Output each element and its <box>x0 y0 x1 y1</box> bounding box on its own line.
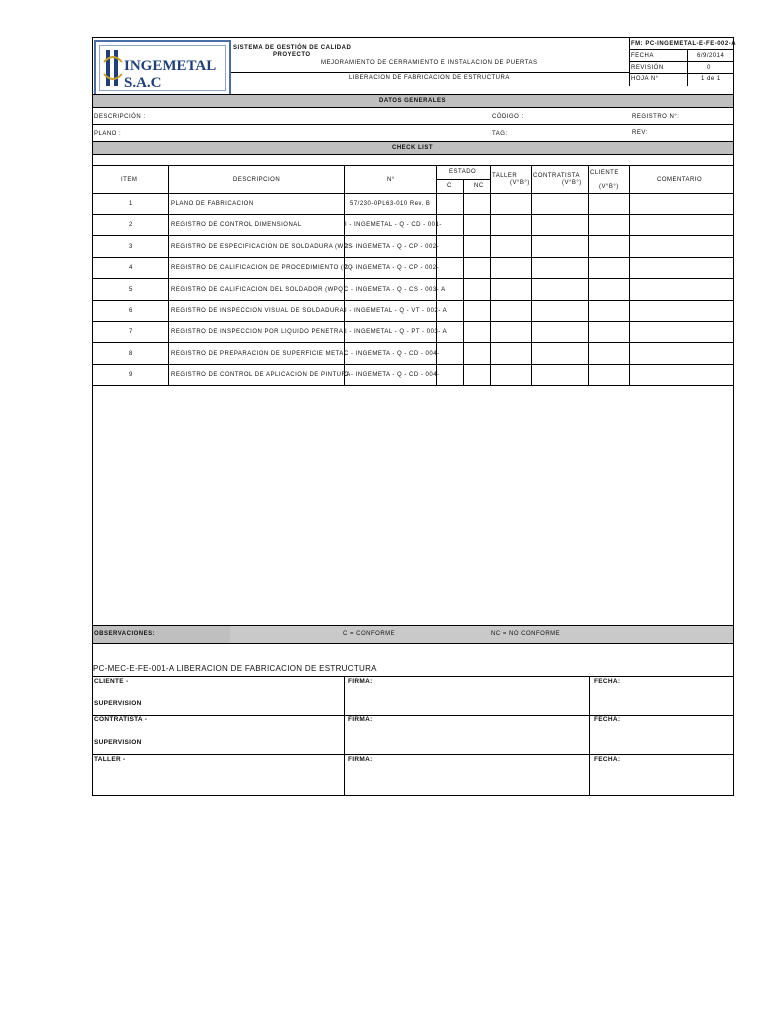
supervision-label-2: SUPERVISION <box>94 739 142 746</box>
document-title: LIBERACION DE FABRICACION DE ESTRUCTURA <box>349 75 510 81</box>
project-name: MEJORAMIENTO DE CERRAMIENTO E INSTALACION DE PUERTAS <box>321 60 538 66</box>
cliente-label: CLIENTE - <box>94 678 129 685</box>
fecha-label-3: FECHA: <box>594 756 621 763</box>
col-descripcion: DESCRIPCION <box>233 177 281 183</box>
row-numero: I - INGEMETAL - Q - PT - 003- A <box>345 329 448 335</box>
col-c: C <box>447 183 452 189</box>
row-item: 9 <box>129 372 133 378</box>
supervision-label-1: SUPERVISION <box>94 700 142 707</box>
proyecto-label: PROYECTO <box>273 52 311 58</box>
row-numero: C - INGEMETA - Q - CP - 002- <box>344 244 440 250</box>
row-descripcion: PLANO DE FABRICACION <box>171 201 254 207</box>
row-item: 2 <box>129 222 133 228</box>
datos-title: DATOS GENERALES <box>379 98 446 104</box>
revision-value: 0 <box>707 65 711 71</box>
col-taller: TALLER <box>492 173 518 179</box>
row-descripcion: REGISTRO DE PREPARACION DE SUPERFICIE METAL <box>171 351 348 357</box>
row-numero: C - INGEMETA - Q - CD - 004- <box>344 351 440 357</box>
row-numero: C - INGEMETA - Q - CS - 003- A <box>344 287 446 293</box>
col-taller-vb: (V°B°) <box>510 180 530 186</box>
codigo-label: CÓDIGO : <box>492 114 524 120</box>
legend-no-conforme: NC = NO CONFORME <box>491 631 561 637</box>
contratista-label: CONTRATISTA - <box>94 716 148 723</box>
company-logo <box>94 40 231 96</box>
hoja-label: HOJA N° <box>631 76 659 82</box>
col-contratista: CONTRATISTA <box>533 173 580 179</box>
row-numero: C - INGEMETA - Q - CP - 002- <box>344 265 440 271</box>
checklist-title: CHECK LIST <box>392 145 433 151</box>
revision-label: REVISIÓN <box>631 65 664 71</box>
row-descripcion: REGISTRO DE CALIFICACION DEL SOLDADOR (WPQ) <box>171 287 346 293</box>
table-row <box>92 193 734 215</box>
col-comentario: COMENTARIO <box>657 177 703 183</box>
tag-label: TAG: <box>492 131 508 137</box>
hoja-value: 1 de 1 <box>701 76 721 82</box>
row-item: 8 <box>129 351 133 357</box>
col-item: ITEM <box>121 177 138 183</box>
row-descripcion: REGISTRO DE ESPECIFICACION DE SOLDADURA (WPS <box>171 244 353 250</box>
row-descripcion: REGISTRO DE CALIFICACION DE PROCEDIMIENTO (PQ <box>171 265 354 271</box>
table-row <box>92 343 734 365</box>
col-nc: NC <box>474 183 484 189</box>
taller-label: TALLER - <box>94 756 126 763</box>
rev-label: REV: <box>632 130 648 136</box>
table-row <box>92 236 734 258</box>
row-item: 5 <box>129 287 133 293</box>
row-descripcion: REGISTRO DE INSPECCION VISUAL DE SOLDADURA <box>171 308 345 314</box>
row-descripcion: REGISTRO DE CONTROL DIMENSIONAL <box>171 222 302 228</box>
row-item: 3 <box>129 244 133 250</box>
col-estado: ESTADO <box>449 169 477 175</box>
row-numero: C - INGEMETA - Q - CD - 004- <box>344 372 440 378</box>
col-cliente-vb: (V°B°) <box>599 184 619 190</box>
registro-label: REGISTRO N°: <box>632 114 680 120</box>
firma-label-2: FIRMA: <box>348 716 373 723</box>
col-numero: N° <box>387 177 395 183</box>
row-item: 4 <box>129 265 133 271</box>
table-row <box>92 214 734 236</box>
row-item: 1 <box>129 201 133 207</box>
checklist-table <box>92 193 734 386</box>
row-numero: 57/230-0PL63-010 Rev. B <box>350 201 431 207</box>
firmas-title: PC-MEC-E-FE-001-A LIBERACION DE FABRICACION DE ESTRUCTURA <box>93 664 377 673</box>
logo-emblem-icon <box>102 48 124 88</box>
firma-label-1: FIRMA: <box>348 678 373 685</box>
plano-label: PLANO : <box>94 131 122 137</box>
fecha-label-1: FECHA: <box>594 678 621 685</box>
row-descripcion: REGISTRO DE CONTROL DE APLICACION DE PINTURA <box>171 372 351 378</box>
table-row <box>92 321 734 343</box>
table-row <box>92 300 734 322</box>
observaciones-label: OBSERVACIONES: <box>94 631 156 637</box>
col-cliente: CLIENTE <box>590 170 619 176</box>
form-code: FM: PC-INGEMETAL-E-FE-002-A <box>631 41 737 47</box>
col-contratista-vb: (V°B°) <box>562 180 582 186</box>
firma-label-3: FIRMA: <box>348 756 373 763</box>
company-name: INGEMETAL S.A.C <box>124 58 216 91</box>
row-item: 7 <box>129 329 133 335</box>
legend-conforme: C = CONFORME <box>343 631 396 637</box>
fecha-value: 6/9/2014 <box>697 53 725 59</box>
fecha-label: FECHA <box>631 53 654 59</box>
row-descripcion: REGISTRO DE INSPECCION POR LIQUIDO PENETRA <box>171 329 344 335</box>
table-row <box>92 279 734 301</box>
table-row <box>92 364 734 386</box>
system-title: SISTEMA DE GESTIÓN DE CALIDAD <box>233 45 352 51</box>
row-item: 6 <box>129 308 133 314</box>
row-numero: I - INGEMETAL - Q - CD - 001- <box>345 222 442 228</box>
fecha-label-2: FECHA: <box>594 716 621 723</box>
row-numero: I - INGEMETAL - Q - VT - 002- A <box>345 308 448 314</box>
descripcion-label: DESCRIPCIÓN : <box>94 114 146 120</box>
table-row <box>92 257 734 279</box>
